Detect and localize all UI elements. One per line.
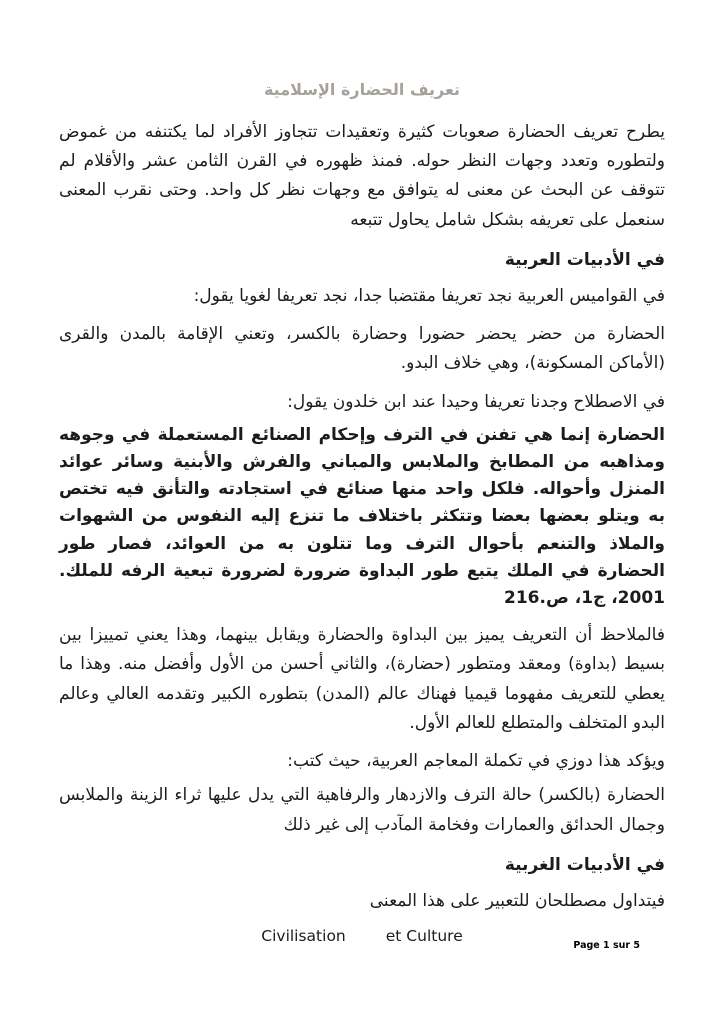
paragraph-dictionaries-intro: في القواميس العربية نجد تعريفا مقتضبا جدا، نجد تعريفا لغويا يقول: [193,285,665,306]
paragraph-intro: يطرح تعريف الحضارة صعوبات كثيرة وتعقيدات تتجاوز الأفراد لما يكتنفه من غموض ولتطوره وتعدد وجهات النظر حوله. فمنذ ظهوره في القرن الثامن عشر والأقلام لم تتوقف عن البحث عن معنى له يتوافق مع وجهات نظر كل واحد. وحتى نقرب المعنى سنعمل على تعريفه بشكل شامل يحاول تتبعه [59,121,665,230]
paragraph-analysis: فالملاحظ أن التعريف يميز بين البداوة والحضارة ويقابل بينهما، وهذا يعني تمييزا بين بسيط (بداوة) ومعقد ومتطور (حضارة)، والثاني أحسن من الأول وأفضل منه. وهذا ما يعطي للتعريف مفهوما قيميا فهناك عالم (المدن) بتطوره الكبير وتقدمه العالي وعالم البدو المتخلف والمتطلع للعالم الأول. [59,625,665,733]
heading-western-literature: في الأدبيات الغربية [504,854,665,875]
paragraph-dozy-definition: الحضارة (بالكسر) حالة الترف والازدهار والرفاهية التي يدل عليها ثراء الزينة والملابس وجمال الحدائق والعمارات وفخامة المآدب إلى غير ذلك [59,785,665,835]
paragraph-terminology-intro: في الاصطلاح وجدنا تعريفا وحيدا عند ابن خلدون يقول: [287,391,665,412]
term-culture: et Culture [385,927,463,946]
paragraph-ibn-khaldun-quote: الحضارة إنما هي تفنن في الترف وإحكام الصنائع المستعملة في وجوهه ومذاهبه من المطابخ والملابس والمباني والفرش والأبنية وسائر عوائد المنزل وأحواله. فلكل واحد منها صنائع في استجادته والتأنق فيه تختص به ويتلو بعضها بعضا وتتكثر باختلاف ما تنزع إليه النفوس من الشهوات والملاذ والتنعم بأحوال الترف وما تتلون به من العوائد، فصار طور الحضارة في الملك يتبع طور البداوة ضرورة لضرورة تبعية الرفه للملك. 2001، ج1، ص.216 [59,424,665,608]
document-title: تعريف الحضارة الإسلامية [263,80,461,99]
paragraph-linguistic-definition: الحضارة من حضر يحضر حضورا وحضارة بالكسر، وتعني الإقامة بالمدن والقرى (الأماكن المسكونة)، وهي خلاف البدو. [59,324,665,374]
term-civilisation: Civilisation [261,927,346,946]
paragraph-two-terms-intro: فيتداول مصطلحان للتعبير على هذا المعنى [369,891,665,911]
heading-arabic-literature: في الأدبيات العربية [504,249,665,270]
document-content [59,80,665,946]
page-number-footer: Page 1 sur 5 [573,940,640,951]
paragraph-dozy-intro: ويؤكد هذا دوزي في تكملة المعاجم العربية، حيث كتب: [287,751,665,772]
